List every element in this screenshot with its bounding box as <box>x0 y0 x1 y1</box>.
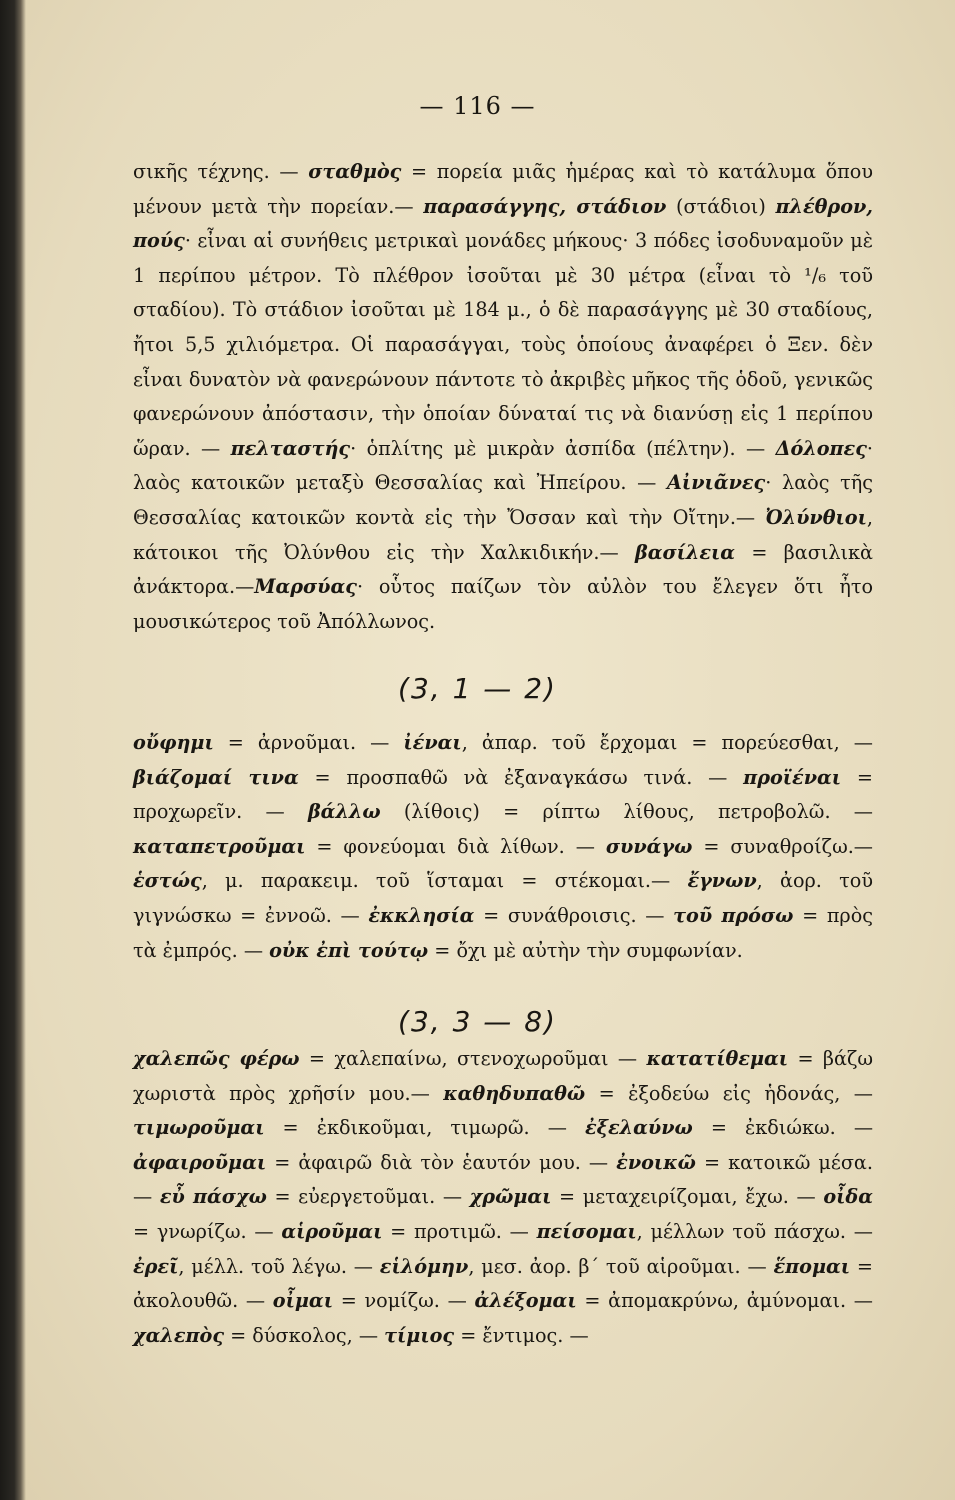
headword: οὔφημι <box>133 731 214 754</box>
headword: καθηδυπαθῶ <box>443 1081 586 1105</box>
gloss-text: = ἀκολουθῶ. — <box>133 1254 873 1313</box>
gloss-text: = ἀπομακρύνω, ἀμύνομαι. — <box>576 1289 873 1313</box>
headword: Ὀλύνθιοι <box>765 505 867 529</box>
headword: χρῶμαι <box>469 1185 552 1209</box>
headword: ἀφαιροῦμαι <box>133 1150 267 1174</box>
gloss-text: = ἐκδιώκω. — <box>692 1116 874 1140</box>
headword: εὖ πάσχω <box>159 1185 267 1209</box>
headword: ἑστώς <box>133 869 202 893</box>
headword: χαλεπὸς <box>133 1323 225 1347</box>
gloss-text: = βασιλικὰ ἀνάκτορα.— <box>133 540 873 599</box>
gloss-text: , μέλλων τοῦ πάσχω. — <box>636 1219 873 1243</box>
gloss-text: , μ. παρακειμ. τοῦ ἵσταμαι = στέκομαι.— <box>201 869 688 893</box>
gloss-text: = χαλεπαίνω, στενοχωροῦμαι — <box>299 1047 647 1070</box>
gloss-text: = μεταχειρίζομαι, ἔχω. — <box>551 1185 824 1209</box>
gloss-text: = συνάθροισις. — <box>474 903 674 927</box>
gloss-text: , μέλλ. τοῦ λέγω. — <box>178 1254 380 1278</box>
gloss-text: · εἶναι αἱ συνήθεις μετρικαὶ μονάδες μήκους· 3 πόδες ἰσοδυναμοῦν μὲ 1 περίπου μέτρον. Τὸ πλέθρον ἰσοῦται μὲ 30 μέτρα (εἶναι τὸ ¹/₆ τοῦ σταδίου). Τὸ στάδιον ἰσοῦται μὲ 184 μ., ὁ δὲ παρασάγγης μὲ 30 σταδίους, ἤτοι 5,5 χιλιόμετρα. Οἱ παρασάγγαι, τοὺς ὁποίους ἀναφέρει ὁ Ξεν. δὲν εἶναι δυνατὸν νὰ φανερώνουν πάντοτε τὸ ἀκριβὲς μῆκος τῆς ὁδοῦ, γενικῶς φανερώνουν ἀπόστασιν, τὴν ὁποίαν δύναταί τις νὰ διανύσῃ εἰς 1 περίπου ὥραν. — <box>133 229 873 460</box>
headword: Δόλοπες <box>775 436 867 460</box>
glossary-block-3-1-2 <box>133 726 873 968</box>
headword: καταπετροῦμαι <box>133 834 306 858</box>
headword: πελταστής <box>230 436 351 460</box>
gloss-text: = δύσκολος, — <box>224 1323 385 1347</box>
page-number: — 116 — <box>419 92 536 120</box>
gloss-text: = κατοικῶ μέσα. — <box>133 1150 873 1209</box>
gloss-text: = προτιμῶ. — <box>382 1219 537 1243</box>
gloss-text: , ἀορ. τοῦ γιγνώσκω = ἐννοῶ. — <box>133 869 873 927</box>
gloss-text: = ἐξοδεύω εἰς ἡδονάς, — <box>585 1081 873 1105</box>
paragraph-1 <box>133 155 873 639</box>
headword: τοῦ πρόσω <box>673 903 794 927</box>
headword: Μαρσύας <box>254 575 357 599</box>
gloss-text: · λαὸς κατοικῶν μεταξὺ Θεσσαλίας καὶ Ἠπείρου. — <box>133 436 873 495</box>
headword: κατατίθεμαι <box>646 1047 789 1070</box>
headword: αἱροῦμαι <box>281 1219 383 1243</box>
headword: βάλλω <box>307 800 381 824</box>
section-heading-3-1-2: (3, 1 — 2) <box>398 672 557 705</box>
gloss-text: , μεσ. ἀορ. β΄ τοῦ αἱροῦμαι. — <box>468 1254 774 1278</box>
gloss-text: = πρὸς τὰ ἐμπρός. — <box>133 903 874 962</box>
headword: ἐνοικῶ <box>616 1150 696 1174</box>
gloss-text: = ὄχι μὲ αὐτὴν τὴν συμφωνίαν. <box>428 938 743 962</box>
glossary-block-intro <box>133 155 873 639</box>
glossary-block-3-3-8 <box>133 1042 873 1353</box>
headword: ἀλέξομαι <box>474 1289 577 1313</box>
headword: ἐξελαύνω <box>584 1116 693 1140</box>
headword: σταθμὸς <box>308 160 402 183</box>
headword: χαλεπῶς φέρω <box>133 1047 300 1070</box>
headword: προϊέναι <box>743 765 842 789</box>
headword: Αἰνιᾶνες <box>667 471 766 495</box>
headword: βιάζομαί τινα <box>133 765 299 789</box>
headword: ἰέναι <box>403 731 462 754</box>
gloss-text: (λίθοις) = ρίπτω λίθους, πετροβολῶ. — <box>380 800 873 824</box>
gloss-text: = προσπαθῶ νὰ ἐξαναγκάσω τινά. — <box>298 765 744 789</box>
headword: παρασάγγης, στάδιον <box>423 194 667 218</box>
headword: τιμωροῦμαι <box>133 1116 265 1140</box>
gloss-text: = φονεύομαι διὰ λίθων. — <box>305 834 606 858</box>
headword: συνάγω <box>605 834 693 858</box>
gloss-text: , ἀπαρ. τοῦ ἔρχομαι = πορεύεσθαι, — <box>461 731 873 754</box>
headword: τίμιος <box>384 1323 455 1347</box>
gloss-text: · λαὸς τῆς Θεσσαλίας κατοικῶν κοντὰ εἰς τὴν Ὄσσαν καὶ τὴν Οἴτην.— <box>133 471 873 529</box>
headword: ἔγνων <box>687 869 757 893</box>
gloss-text: = προχωρεῖν. — <box>133 765 873 824</box>
headword: πείσομαι <box>536 1219 637 1243</box>
headword: οἶμαι <box>272 1289 333 1313</box>
gloss-text: = γνωρίζω. — <box>133 1219 282 1243</box>
gloss-text: (στάδιοι) <box>666 194 776 218</box>
gloss-text: σικῆς τέχνης. — <box>133 160 309 183</box>
book-binding-edge <box>0 0 26 1500</box>
headword: βασίλεια <box>634 540 736 564</box>
gloss-text: = ἀρνοῦμαι. — <box>213 731 404 754</box>
gloss-text: = συναθροίζω.— <box>692 834 873 858</box>
gloss-text: , κάτοικοι τῆς Ὀλύνθου εἰς τὴν Χαλκιδικήν.— <box>133 505 873 564</box>
gloss-text: = ἀφαιρῶ διὰ τὸν ἑαυτόν μου. — <box>266 1150 617 1174</box>
gloss-text: = εὐεργετοῦμαι. — <box>266 1185 470 1209</box>
headword: ἐρεῖ <box>133 1254 179 1278</box>
headword: ἕπομαι <box>773 1254 851 1278</box>
headword: πλέθρον, πούς <box>133 194 873 253</box>
gloss-text: = νομίζω. — <box>332 1289 475 1313</box>
gloss-text: = ἔντιμος. — <box>454 1323 589 1347</box>
headword: οἶδα <box>823 1185 873 1209</box>
gloss-text: · οὗτος παίζων τὸν αὐλὸν του ἔλεγεν ὅτι ἦτο μουσικώτερος τοῦ Ἀπόλλωνος. <box>133 575 873 633</box>
gloss-text: = βάζω χωριστὰ πρὸς χρῆσίν μου.— <box>133 1047 873 1105</box>
headword: εἱλόμην <box>379 1254 469 1278</box>
section-heading-3-3-8: (3, 3 — 8) <box>398 1005 557 1038</box>
paragraph-2 <box>133 726 873 968</box>
gloss-text: = ἐκδικοῦμαι, τιμωρῶ. — <box>264 1116 585 1140</box>
paragraph-3 <box>133 1042 873 1353</box>
headword: ἐκκλησία <box>368 903 475 927</box>
gloss-text: = πορεία μιᾶς ἡμέρας καὶ τὸ κατάλυμα ὅπου μένουν μετὰ τὴν πορείαν.— <box>133 160 873 218</box>
headword: οὐκ ἐπὶ τούτῳ <box>269 938 429 962</box>
gloss-text: · ὁπλίτης μὲ μικρὰν ἀσπίδα (πέλτην). — <box>350 436 776 460</box>
